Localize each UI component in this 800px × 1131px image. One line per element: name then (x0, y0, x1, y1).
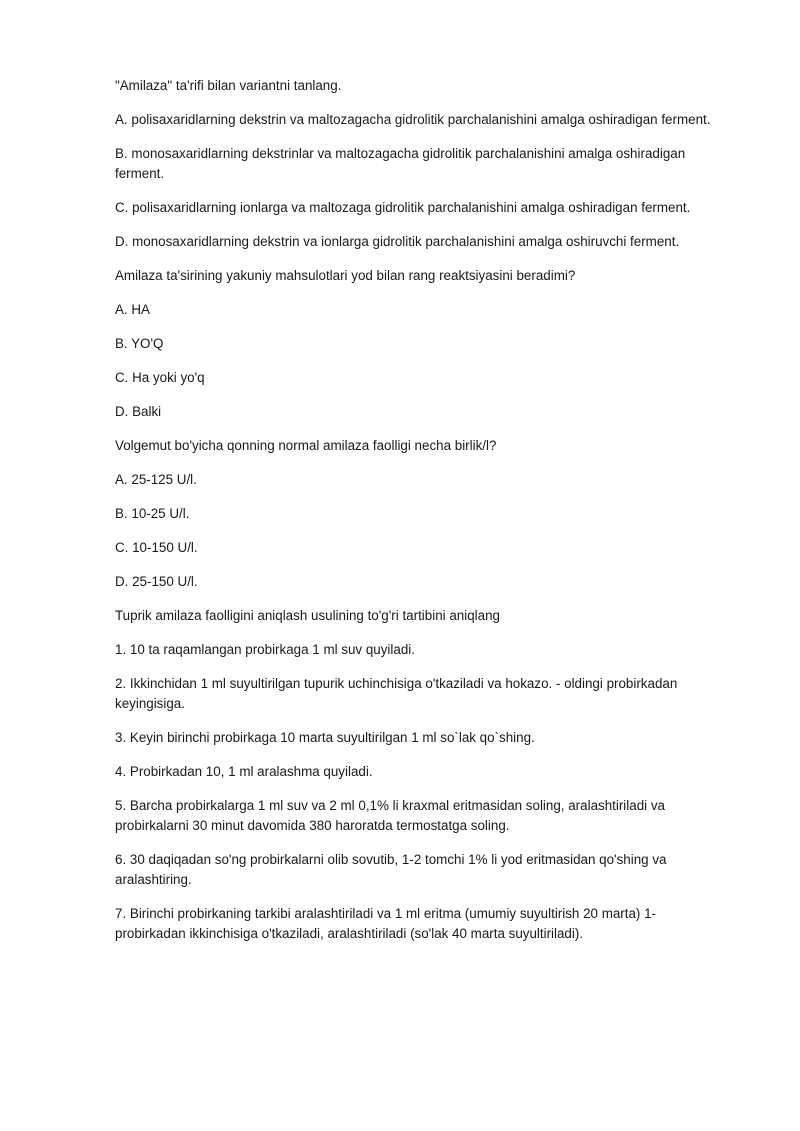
q3-option-c: C. 10-150 U/l. (115, 540, 198, 555)
q3-option-b: B. 10-25 U/l. (115, 506, 190, 521)
q2-option-b: B. YO'Q (115, 336, 164, 351)
q4-step-7: 7. Birinchi probirkaning tarkibi aralashtiriladi va 1 ml eritma (umumiy suyultirish 20 marta) 1-probirkadan ikkinchisiga o'tkaziladi, aralashtiriladi (so'lak 40 marta suyultiriladi). (115, 906, 657, 941)
q3-option-a: A. 25-125 U/l. (115, 472, 197, 487)
q2-option-d: D. Balki (115, 404, 162, 419)
q4-step-4: 4. Probirkadan 10, 1 ml aralashma quyiladi. (115, 764, 373, 779)
question-3: Volgemut bo'yicha qonning normal amilaza faolligi necha birlik/l? (115, 438, 497, 453)
q2-option-a: A. HA (115, 302, 150, 317)
question-4: Tuprik amilaza faolligini aniqlash usulining to'g'ri tartibini aniqlang (115, 608, 500, 623)
q4-step-3: 3. Keyin birinchi probirkaga 10 marta suyultirilgan 1 ml so`lak qo`shing. (115, 730, 535, 745)
q4-step-2: 2. Ikkinchidan 1 ml suyultirilgan tupurik uchinchisiga o'tkaziladi va hokazo. - oldingi probirkadan keyingisiga. (115, 676, 678, 711)
q1-option-b: B. monosaxaridlarning dekstrinlar va maltozagacha gidrolitik parchalanishini amalga oshiradigan ferment. (115, 146, 686, 181)
q1-option-d: D. monosaxaridlarning dekstrin va ionlarga gidrolitik parchalanishini amalga oshiruvchi ferment. (115, 234, 680, 249)
q2-option-c: C. Ha yoki yo'q (115, 370, 205, 385)
question-1: "Amilaza" ta'rifi bilan variantni tanlang. (115, 78, 342, 93)
q4-step-5: 5. Barcha probirkalarga 1 ml suv va 2 ml 0,1% li kraxmal eritmasidan soling, aralashtiriladi va probirkalarni 30 minut davomida 380 haroratda termostatga soling. (115, 798, 665, 833)
question-2: Amilaza ta'sirining yakuniy mahsulotlari yod bilan rang reaktsiyasini beradimi? (115, 268, 576, 283)
q1-option-c: C. polisaxaridlarning ionlarga va maltozaga gidrolitik parchalanishini amalga oshiradigan ferment. (115, 200, 691, 215)
q4-step-1: 1. 10 ta raqamlangan probirkaga 1 ml suv quyiladi. (115, 642, 415, 657)
q3-option-d: D. 25-150 U/l. (115, 574, 198, 589)
document-page (115, 76, 725, 958)
q1-option-a: A. polisaxaridlarning dekstrin va maltozagacha gidrolitik parchalanishini amalga oshiradigan ferment. (115, 112, 711, 127)
q4-step-6: 6. 30 daqiqadan so'ng probirkalarni olib sovutib, 1-2 tomchi 1% li yod eritmasidan qo'shing va aralashtiring. (115, 852, 667, 887)
